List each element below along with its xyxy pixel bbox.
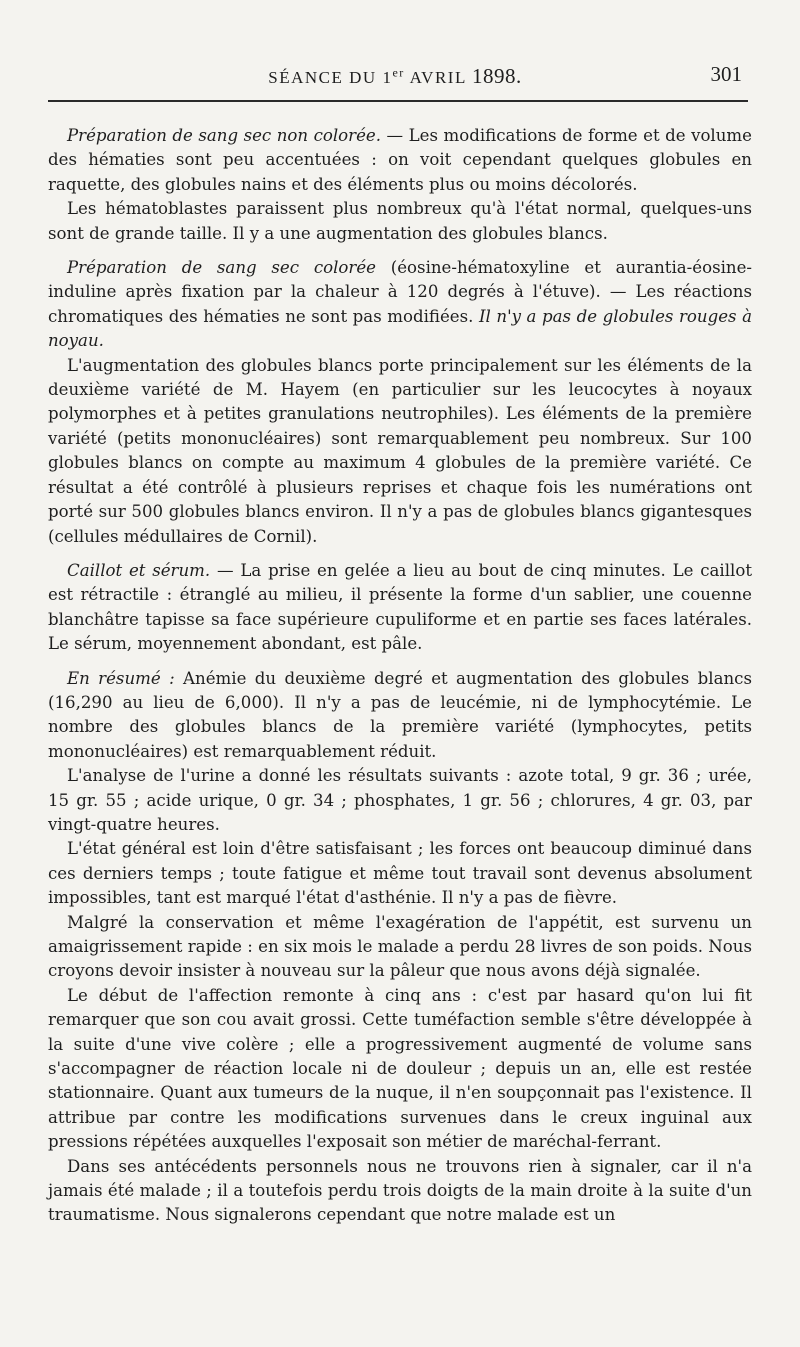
- paragraph-text: (éosine-hématoxyline et aurantia-éosine-induline après fixation par la chaleur à 120 degrés à l'étuve). — Les réactions chromatiques des hématies ne sont pas modifiées.: [48, 258, 753, 326]
- paragraph: [48, 764, 752, 837]
- paragraph: [48, 911, 752, 984]
- paragraph: [48, 197, 752, 246]
- body-text: [48, 124, 752, 1228]
- paragraph: [48, 559, 752, 657]
- paragraph-text: Le début de l'affection remonte à cinq ans : c'est par hasard qu'on lui fit remarquer que son cou avait grossi. Cette tuméfaction semble s'être développée à la suite d'une vive colère ; elle a progressivement augmenté de volume sans s'accompagner de réaction locale ni de douleur ; depuis un an, elle est restée stationnaire. Quant aux tumeurs de la nuque, il n'en soupçonnait pas l'existence. Il attribue par contre les modifications survenues dans le creux inguinal aux pressions répétées auxquelles l'exposait son métier de maréchal-ferrant.: [48, 985, 752, 1152]
- paragraph: [48, 984, 752, 1155]
- paragraph-lead: En résumé :: [67, 668, 175, 688]
- paragraph-text: Les hématoblastes paraissent plus nombreux qu'à l'état normal, quelques-uns sont de grande taille. Il y a une augmentation des globules blancs.: [48, 199, 752, 243]
- paragraph-lead: Préparation de sang sec colorée: [67, 258, 376, 278]
- paragraph: [48, 1155, 752, 1228]
- paragraph-text: — La prise en gelée a lieu au bout de cinq minutes. Le caillot est rétractile : étranglé au milieu, il présente la forme d'un sablier, une couenne blanchâtre tapisse sa face supérieure cupuliforme et en partie ses faces latérales. Le sérum, moyennement abondant, est pâle.: [48, 560, 753, 654]
- paragraph-text: L'augmentation des globules blancs porte principalement sur les éléments de la deuxième variété de M. Hayem (en particulier sur les leucocytes à noyaux polymorphes et à petites granulations neutrophiles). Les éléments de la première variété (petits mononucléaires) sont remarquablement peu nombreux. Sur 100 globules blancs on compte au maximum 4 globules de la première variété. Ce résultat a été contrôlé à plusieurs reprises et chaque fois les numérations ont porté sur 500 globules blancs environ. Il n'y a pas de globules blancs gigantesques (cellules médullaires de Cornil).: [48, 355, 752, 546]
- paragraph-text: L'analyse de l'urine a donné les résultats suivants : azote total, 9 gr. 36 ; urée, 15 gr. 55 ; acide urique, 0 gr. 34 ; phosphates, 1 gr. 56 ; chlorures, 4 gr. 03, par vingt-quatre heures.: [48, 766, 752, 834]
- title-superscript: er: [392, 65, 405, 80]
- paragraph-text: L'état général est loin d'être satisfaisant ; les forces ont beaucoup diminué dans ces derniers temps ; toute fatigue et même tout travail sont devenus absolument impossibles, tant est marqué l'état d'asthénie. Il n'y a pas de fièvre.: [48, 839, 752, 908]
- paragraph: [48, 124, 752, 197]
- paragraph-italic-tail: Il n'y a pas de globules rouges à noyau.: [48, 306, 753, 351]
- running-title: [48, 64, 742, 89]
- page-header: [48, 58, 742, 94]
- paragraph: [48, 667, 752, 765]
- paragraph-text: Anémie du deuxième degré et augmentation des globules blancs (16,290 au lieu de 6,000). Il n'y a pas de leucémie, ni de lymphocytémie. Le nombre des globules blancs de la première variété (lymphocytes, petits mononucléaires) est remarquablement réduit.: [48, 668, 752, 761]
- paragraph: [48, 354, 752, 549]
- paragraph-lead: Préparation de sang sec non colorée.: [67, 126, 382, 145]
- header-rule: [48, 100, 748, 102]
- paragraph: [48, 837, 752, 910]
- page-number: 301: [710, 62, 742, 86]
- title-text: SÉANCE DU 1: [268, 68, 393, 87]
- paragraph-text: — Les modifications de forme et de volume des hématies sont peu accentuées : on voit cependant quelques globules en raquette, des globules nains et des éléments plus ou moins décolorés.: [48, 126, 752, 194]
- title-month: AVRIL: [404, 68, 472, 87]
- paragraph-text: Malgré la conservation et même l'exagération de l'appétit, est survenu un amaigrissement rapide : en six mois le malade a perdu 28 livres de son poids. Nous croyons devoir insister à nouveau sur la pâleur que nous avons déjà signalée.: [48, 912, 752, 981]
- title-year: 1898.: [471, 64, 522, 88]
- paragraph-text: Dans ses antécédents personnels nous ne trouvons rien à signaler, car il n'a jamais été malade ; il a toutefois perdu trois doigts de la main droite à la suite d'un traumatisme. Nous signalerons cependant que notre malade est un: [48, 1156, 752, 1225]
- paragraph: [48, 256, 752, 354]
- paragraph-lead: Caillot et sérum.: [67, 560, 211, 580]
